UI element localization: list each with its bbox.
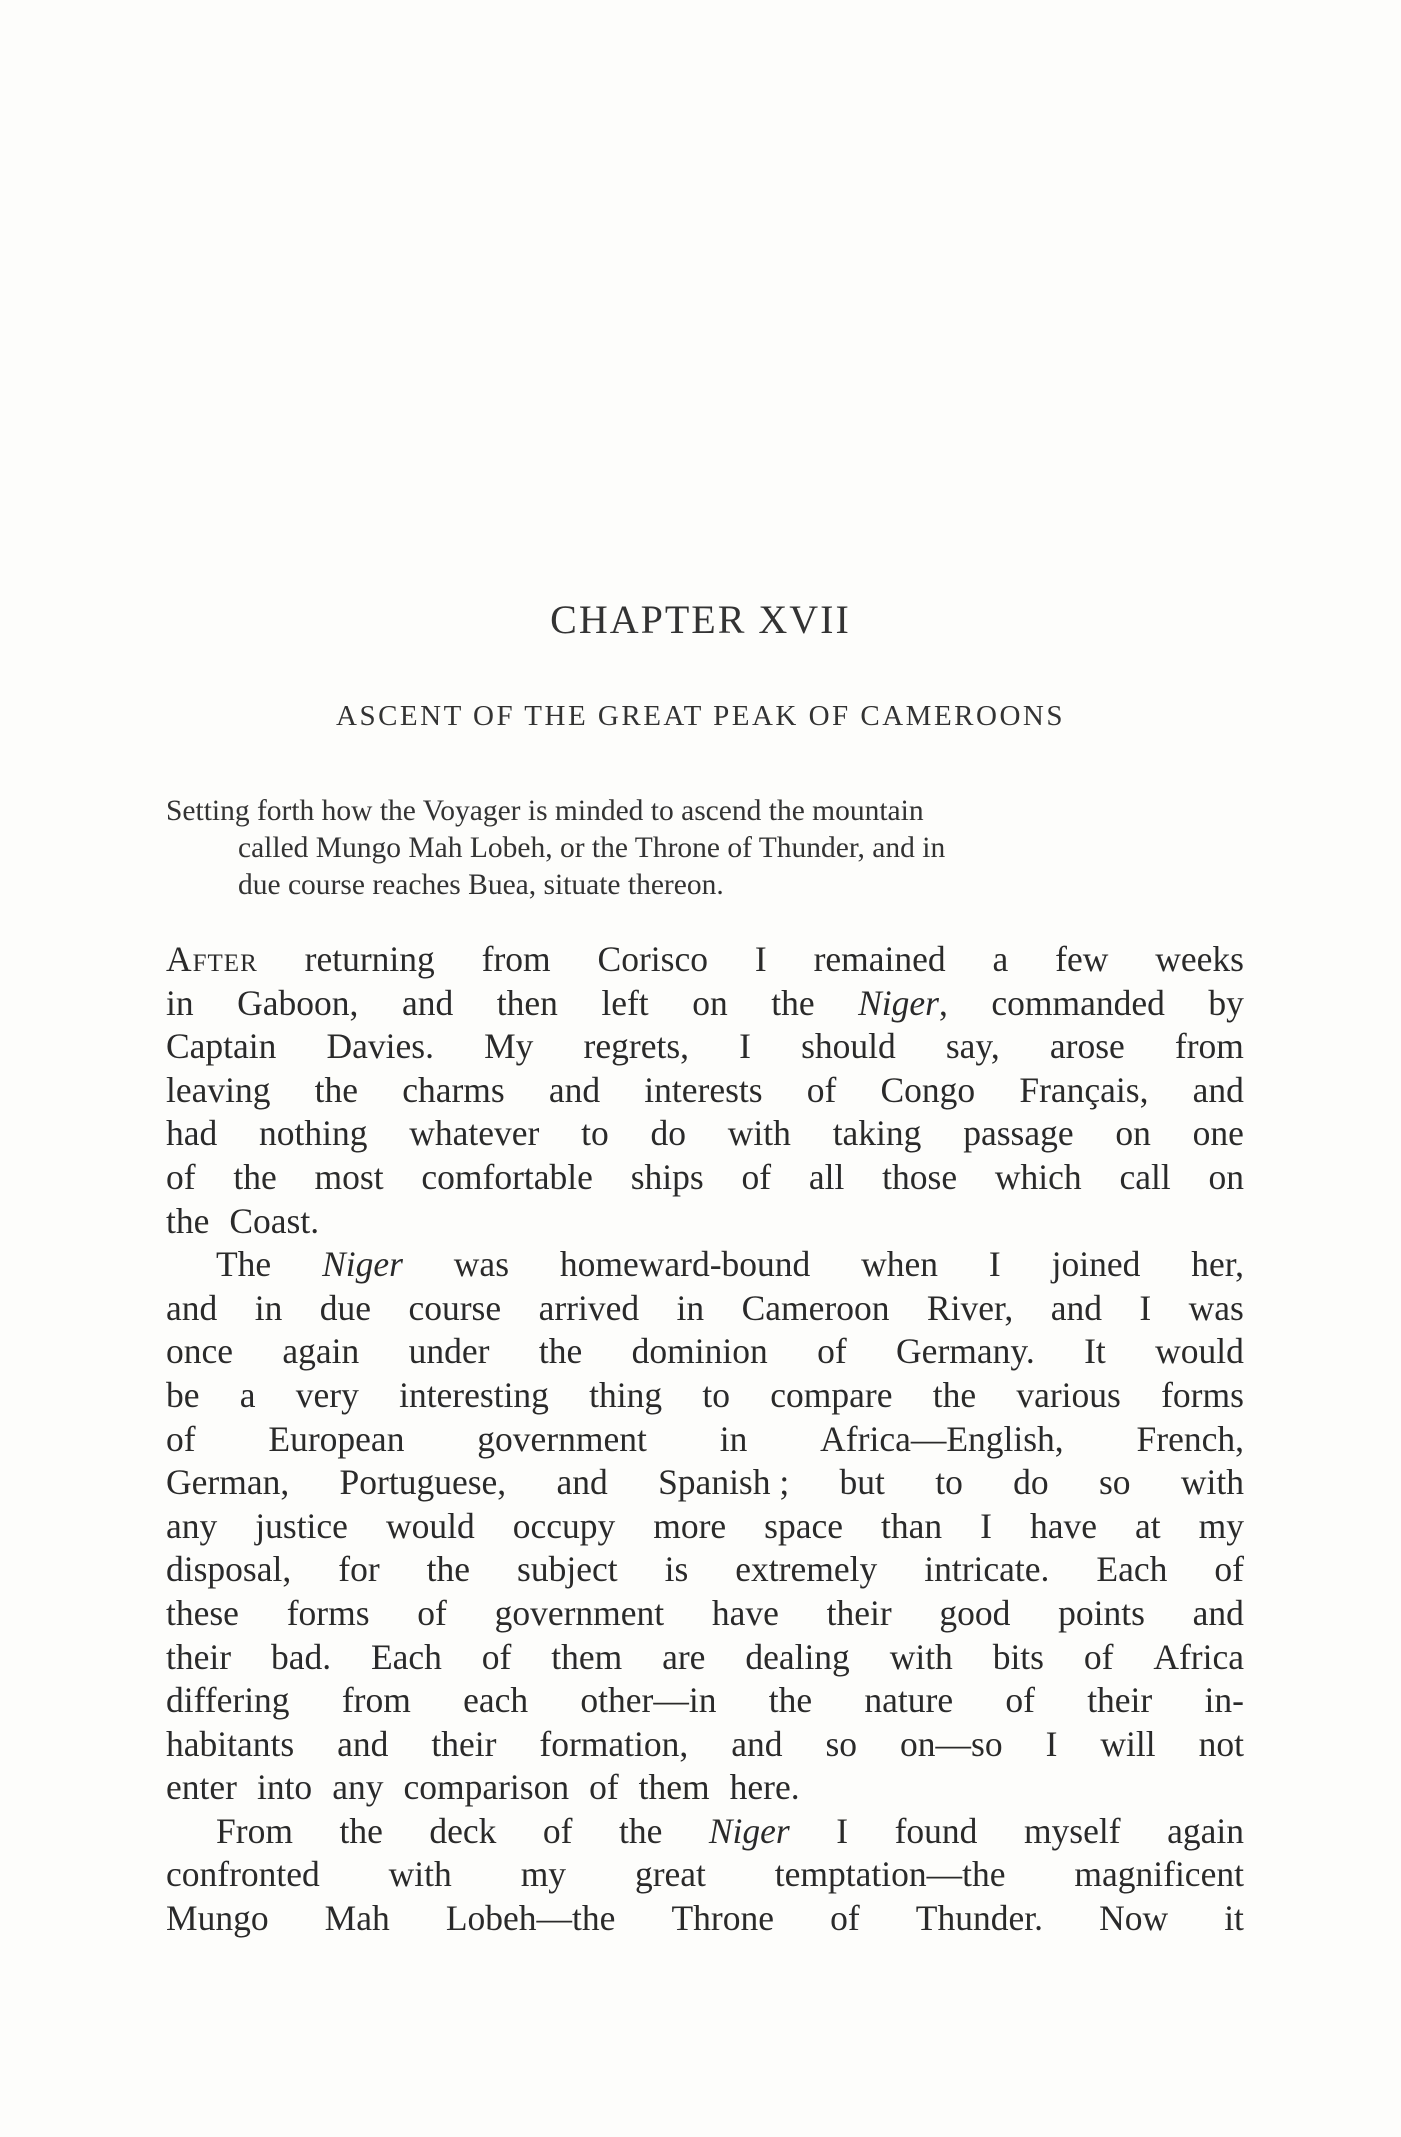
text-line	[166, 1243, 1244, 1287]
word: should	[801, 1026, 896, 1067]
word: course	[408, 1287, 502, 1328]
word: again	[282, 1331, 360, 1372]
word: say,	[945, 1026, 1000, 1067]
word: of	[741, 1156, 772, 1197]
word: Cameroon	[741, 1287, 890, 1328]
word: charms	[402, 1069, 505, 1110]
word: whatever	[409, 1113, 540, 1154]
word: After	[166, 939, 258, 979]
chapter-title: ASCENT OF THE GREAT PEAK OF CAMEROONS	[336, 700, 1065, 732]
word: Thunder.	[915, 1898, 1043, 1939]
text-line	[166, 1069, 1244, 1113]
word: and	[337, 1723, 389, 1764]
word: Spanish ;	[658, 1462, 790, 1503]
word: of	[1083, 1636, 1114, 1677]
word: Congo	[880, 1069, 976, 1110]
word: the	[538, 1331, 583, 1372]
word: various	[1016, 1374, 1121, 1415]
word: under	[408, 1331, 490, 1372]
word: with	[1180, 1462, 1244, 1503]
word: so	[1098, 1462, 1131, 1503]
word: by	[1208, 982, 1244, 1023]
word: those	[882, 1156, 958, 1197]
word: a	[992, 939, 1009, 979]
text-line	[166, 1374, 1244, 1418]
word: disposal,	[166, 1549, 292, 1590]
word: all	[808, 1156, 845, 1197]
text-line	[166, 1548, 1244, 1592]
word: Niger	[322, 1244, 403, 1285]
word: temptation—the	[774, 1854, 1006, 1895]
word: forms	[1161, 1374, 1244, 1415]
word: from	[1174, 1026, 1244, 1067]
word: again	[1167, 1810, 1244, 1851]
word: to	[935, 1462, 963, 1503]
word: so	[825, 1723, 858, 1764]
word: good	[939, 1592, 1011, 1633]
word: in-	[1204, 1680, 1244, 1721]
word: once	[166, 1331, 234, 1372]
word: thing	[589, 1374, 663, 1415]
word: of	[542, 1810, 573, 1851]
text-line	[166, 1418, 1244, 1462]
word: the	[768, 1680, 813, 1721]
word: Now	[1099, 1898, 1169, 1939]
word: and	[166, 1287, 218, 1328]
text-line	[166, 1766, 1244, 1810]
text-line	[166, 938, 1244, 982]
word: here.	[729, 1767, 800, 1808]
word: joined	[1051, 1244, 1141, 1285]
word: into	[256, 1767, 313, 1808]
word: Each	[1096, 1549, 1168, 1590]
word: Coast.	[229, 1200, 320, 1241]
word: My	[484, 1026, 534, 1067]
word: Niger	[708, 1810, 790, 1851]
word: government	[494, 1592, 665, 1633]
word: was	[453, 1244, 510, 1285]
word: the	[932, 1374, 977, 1415]
word: and	[1192, 1592, 1244, 1633]
word: on	[1115, 1113, 1151, 1154]
word: of	[481, 1636, 512, 1677]
word: would	[385, 1505, 475, 1546]
word: commanded	[991, 982, 1165, 1023]
word: of	[417, 1592, 447, 1633]
word: most	[314, 1156, 384, 1197]
word: bad.	[270, 1636, 332, 1677]
word: of	[830, 1898, 860, 1939]
word: of	[166, 1418, 196, 1459]
word: them	[551, 1636, 623, 1677]
text-line	[166, 1461, 1244, 1505]
word: of	[806, 1069, 837, 1110]
word: was	[1188, 1287, 1244, 1328]
text-line	[166, 1505, 1244, 1549]
word: in	[676, 1287, 705, 1328]
word: is	[664, 1549, 689, 1590]
word: the	[314, 1069, 359, 1110]
word: found	[894, 1810, 978, 1851]
text-line	[166, 1897, 1244, 1941]
word: intricate.	[924, 1549, 1050, 1590]
word: it	[1224, 1898, 1244, 1939]
word: German,	[166, 1462, 290, 1503]
word: call	[1119, 1156, 1171, 1197]
word: very	[295, 1374, 359, 1415]
word: magnificent	[1074, 1854, 1244, 1895]
word: of	[817, 1331, 847, 1372]
word: with	[388, 1854, 452, 1895]
text-line	[166, 1287, 1244, 1331]
word: left	[601, 982, 649, 1023]
word: one	[1192, 1113, 1244, 1154]
word: for	[338, 1549, 380, 1590]
word: taking	[832, 1113, 922, 1154]
word: River,	[926, 1287, 1014, 1328]
word: nothing	[259, 1113, 368, 1154]
word: few	[1055, 939, 1109, 979]
word: have	[711, 1592, 779, 1633]
word: deck	[429, 1810, 497, 1851]
word: have	[1029, 1505, 1097, 1546]
word: do	[1013, 1462, 1049, 1503]
word: would	[1155, 1331, 1244, 1372]
word: the	[426, 1549, 471, 1590]
word: dealing	[745, 1636, 850, 1677]
word: Gaboon,	[237, 982, 359, 1023]
word: a	[239, 1374, 256, 1415]
word: Français,	[1019, 1069, 1149, 1110]
word: her,	[1191, 1244, 1244, 1285]
word: the	[233, 1156, 277, 1197]
word: regrets,	[583, 1026, 690, 1067]
word: returning	[304, 939, 435, 979]
word: From	[216, 1810, 293, 1851]
word: government	[477, 1418, 647, 1459]
word: not	[1198, 1723, 1244, 1764]
word: each	[463, 1680, 529, 1721]
word: Niger,	[858, 982, 948, 1023]
word: subject	[517, 1549, 618, 1590]
word: I	[1139, 1287, 1152, 1328]
word: their	[166, 1636, 232, 1677]
word: on	[692, 982, 728, 1023]
word: Throne	[671, 1898, 775, 1939]
word: and	[401, 982, 454, 1023]
word: I	[988, 1244, 1001, 1285]
word: them	[638, 1767, 710, 1808]
word: space	[764, 1505, 843, 1546]
text-line	[166, 1200, 1244, 1244]
word: passage	[963, 1113, 1074, 1154]
paragraph	[166, 1810, 1244, 1941]
word: comparison	[403, 1767, 570, 1808]
word: these	[166, 1592, 239, 1633]
word: do	[650, 1113, 687, 1154]
word: and	[731, 1723, 783, 1764]
word: I	[836, 1810, 849, 1851]
word: and	[548, 1069, 601, 1110]
word: I	[754, 939, 767, 979]
word: and	[1050, 1287, 1102, 1328]
word: myself	[1023, 1810, 1121, 1851]
word: arose	[1049, 1026, 1125, 1067]
word: habitants	[166, 1723, 295, 1764]
word: homeward-bound	[559, 1244, 811, 1285]
word: then	[496, 982, 558, 1023]
word: to	[581, 1113, 609, 1154]
word: compare	[770, 1374, 893, 1415]
word: Germany.	[896, 1331, 1035, 1372]
word: due	[319, 1287, 372, 1328]
word: their	[826, 1592, 892, 1633]
text-line	[166, 1679, 1244, 1723]
synopsis-line: called Mungo Mah Lobeh, or the Throne of Thunder, and in	[238, 832, 946, 864]
paragraph	[166, 938, 1244, 1243]
word: more	[653, 1505, 727, 1546]
text-line	[166, 1025, 1244, 1069]
paragraph	[166, 1243, 1244, 1810]
word: I	[980, 1505, 992, 1546]
word: I	[739, 1026, 751, 1067]
word: interesting	[399, 1374, 549, 1415]
word: but	[839, 1462, 885, 1503]
word: leaving	[166, 1069, 271, 1110]
word: of	[1005, 1680, 1035, 1721]
word: with	[727, 1113, 791, 1154]
word: in	[166, 982, 194, 1023]
word: French,	[1136, 1418, 1244, 1459]
word: in	[719, 1418, 748, 1459]
text-line	[166, 982, 1244, 1026]
word: than	[881, 1505, 943, 1546]
word: nature	[864, 1680, 954, 1721]
word: points	[1058, 1592, 1145, 1633]
word: the	[339, 1810, 383, 1851]
chapter-number: CHAPTER XVII	[550, 597, 851, 642]
word: will	[1100, 1723, 1156, 1764]
word: Davies.	[326, 1026, 434, 1067]
word: Lobeh—the	[445, 1898, 616, 1939]
synopsis-line: Setting forth how the Voyager is minded to ascend the mountain	[166, 795, 924, 827]
word: their	[1087, 1680, 1153, 1721]
word: of	[589, 1767, 619, 1808]
text-line	[166, 1592, 1244, 1636]
text-line	[166, 1636, 1244, 1680]
word: occupy	[512, 1505, 616, 1546]
text-line	[166, 1810, 1244, 1854]
word: Corisco	[597, 939, 708, 979]
word: on	[1208, 1156, 1244, 1197]
word: Africa—English,	[820, 1418, 1064, 1459]
word: forms	[286, 1592, 370, 1633]
chapter-synopsis	[166, 793, 1250, 904]
word: their	[431, 1723, 497, 1764]
word: formation,	[539, 1723, 689, 1764]
word: Mah	[324, 1898, 390, 1939]
word: to	[702, 1374, 731, 1415]
word: had	[166, 1113, 218, 1154]
word: Portuguese,	[339, 1462, 507, 1503]
word: other—in	[580, 1680, 717, 1721]
word: confronted	[166, 1854, 320, 1895]
word: great	[634, 1854, 706, 1895]
word: dominion	[631, 1331, 768, 1372]
word: on—so	[900, 1723, 1003, 1764]
word: weeks	[1155, 939, 1244, 979]
word: which	[994, 1156, 1082, 1197]
word: are	[662, 1636, 706, 1677]
word: at	[1134, 1505, 1161, 1546]
word: arrived	[538, 1287, 640, 1328]
word: of	[1214, 1549, 1244, 1590]
text-line	[166, 1330, 1244, 1374]
word: the	[166, 1200, 210, 1241]
word: my	[520, 1854, 567, 1895]
word: and	[1192, 1069, 1244, 1110]
word: comfortable	[421, 1156, 593, 1197]
word: The	[216, 1244, 272, 1285]
word: in	[254, 1287, 283, 1328]
word: justice	[255, 1505, 348, 1546]
word: Africa	[1153, 1636, 1244, 1677]
text-line	[166, 1853, 1244, 1897]
text-line	[166, 1723, 1244, 1767]
word: I	[1045, 1723, 1058, 1764]
word: my	[1198, 1505, 1244, 1546]
word: European	[268, 1418, 405, 1459]
word: Captain	[166, 1026, 277, 1067]
word: when	[861, 1244, 939, 1285]
word: ships	[630, 1156, 704, 1197]
body-text	[166, 938, 1244, 1941]
word: from	[341, 1680, 411, 1721]
word: the	[771, 982, 815, 1023]
word: remained	[813, 939, 946, 979]
word: differing	[166, 1680, 290, 1721]
word: the	[618, 1810, 663, 1851]
word: and	[556, 1462, 608, 1503]
text-line	[166, 1112, 1244, 1156]
word: with	[889, 1636, 953, 1677]
word: from	[481, 939, 551, 979]
word: extremely	[735, 1549, 878, 1590]
word: interests	[644, 1069, 763, 1110]
text-line	[166, 1156, 1244, 1200]
word: It	[1084, 1331, 1106, 1372]
word: any	[166, 1505, 218, 1546]
word: Each	[370, 1636, 442, 1677]
word: any	[332, 1767, 384, 1808]
word: be	[166, 1374, 200, 1415]
synopsis-line: due course reaches Buea, situate thereon.	[238, 869, 724, 901]
word: enter	[166, 1767, 237, 1808]
word: of	[166, 1156, 196, 1197]
word: Mungo	[166, 1898, 269, 1939]
word: bits	[992, 1636, 1044, 1677]
